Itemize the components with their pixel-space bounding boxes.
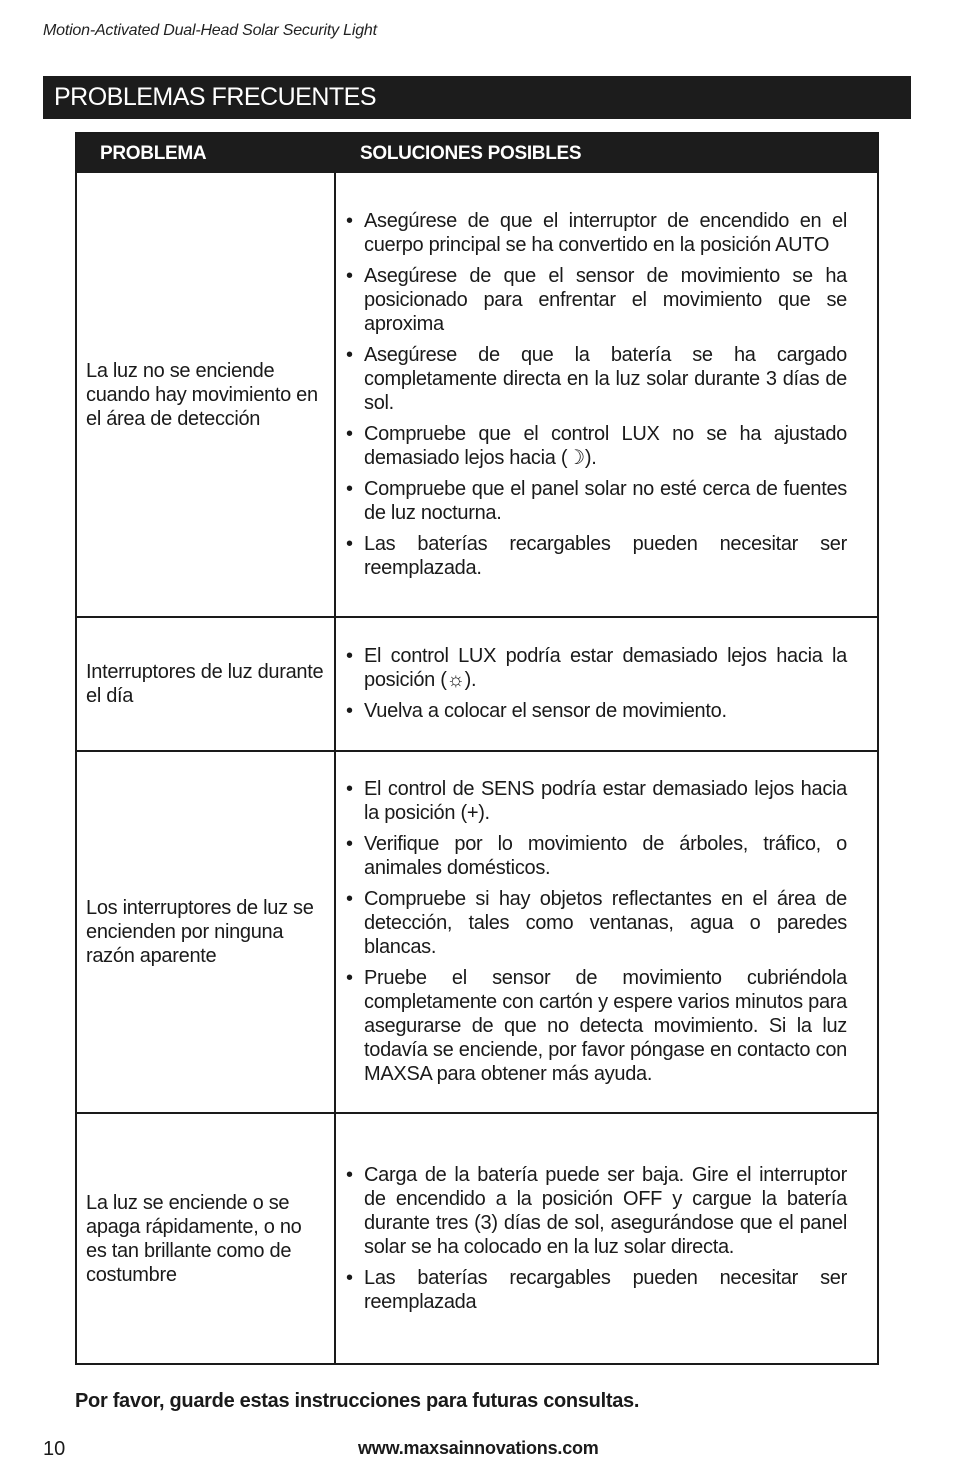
solution-item: • Las baterías recargables pueden necesitar ser reemplazada: [346, 1266, 847, 1313]
table-row: [77, 1112, 877, 1363]
solution-item: • Vuelva a colocar el sensor de movimiento.: [346, 700, 727, 722]
problem-cell: La luz se enciende o se apaga rápidamente, o no es tan brillante como de costumbre: [77, 1114, 336, 1363]
table-row: [77, 616, 877, 750]
solution-item: • Verifique por lo movimiento de árboles, tráfico, o animales domésticos.: [346, 833, 847, 879]
troubleshooting-table: [75, 132, 879, 1365]
table-row: [77, 173, 877, 616]
solution-item: • Pruebe el sensor de movimiento cubriéndola completamente con cartón y espere varios minutos para asegurarse de que no detecta movimiento. Si la luz todavía se enciende, por favor póngase en contacto con MAXSA para obtener más ayuda.: [346, 967, 847, 1085]
website-link[interactable]: www.maxsainnovations.com: [358, 1438, 599, 1458]
column-header-problem: PROBLEMA: [100, 143, 207, 164]
section-header: [43, 76, 911, 119]
solution-item: • Asegúrese de que la batería se ha cargado completamente directa en la luz solar durante 3 días de sol.: [346, 343, 847, 414]
solution-item: • Asegúrese de que el interruptor de encendido en el cuerpo principal se ha convertido en la posición AUTO: [346, 209, 847, 256]
table-row: [77, 750, 877, 1112]
running-title: Motion-Activated Dual-Head Solar Security Light: [43, 22, 377, 39]
solution-item: • Las baterías recargables pueden necesitar ser reemplazada.: [346, 532, 847, 579]
problem-cell: Interruptores de luz durante el día: [77, 618, 336, 750]
table-header: [77, 134, 877, 173]
solution-item: • Compruebe que el control LUX no se ha ajustado demasiado lejos hacia (☽).: [346, 422, 847, 469]
section-title: PROBLEMAS FRECUENTES: [54, 83, 377, 111]
solution-item: • Carga de la batería puede ser baja. Gire el interruptor de encendido a la posición OFF y cargue la batería durante tres (3) días de sol, asegurándose que el panel solar se ha colocado en la luz solar directa.: [346, 1163, 847, 1258]
page-number: 10: [43, 1438, 66, 1460]
problem-cell: Los interruptores de luz se encienden por ninguna razón aparente: [77, 752, 336, 1112]
solution-item: • Compruebe que el panel solar no esté cerca de fuentes de luz nocturna.: [346, 477, 847, 524]
solution-item: • El control LUX podría estar demasiado lejos hacia la posición (☼).: [346, 645, 847, 691]
solution-item: • Compruebe si hay objetos reflectantes en el área de detección, tales como ventanas, agua o paredes blancas.: [346, 888, 847, 958]
solutions-cell: [336, 618, 877, 750]
solutions-cell: [336, 1114, 877, 1363]
solutions-cell: [336, 752, 877, 1112]
solution-item: • El control de SENS podría estar demasiado lejos hacia la posición (+).: [346, 778, 847, 824]
footer-note: Por favor, guarde estas instrucciones para futuras consultas.: [75, 1390, 640, 1412]
column-header-solutions: SOLUCIONES POSIBLES: [360, 143, 582, 164]
solutions-cell: [336, 173, 877, 616]
problem-cell: La luz no se enciende cuando hay movimiento en el área de detección: [77, 173, 336, 616]
solution-item: • Asegúrese de que el sensor de movimiento se ha posicionado para enfrentar el movimiento que se aproxima: [346, 264, 847, 335]
